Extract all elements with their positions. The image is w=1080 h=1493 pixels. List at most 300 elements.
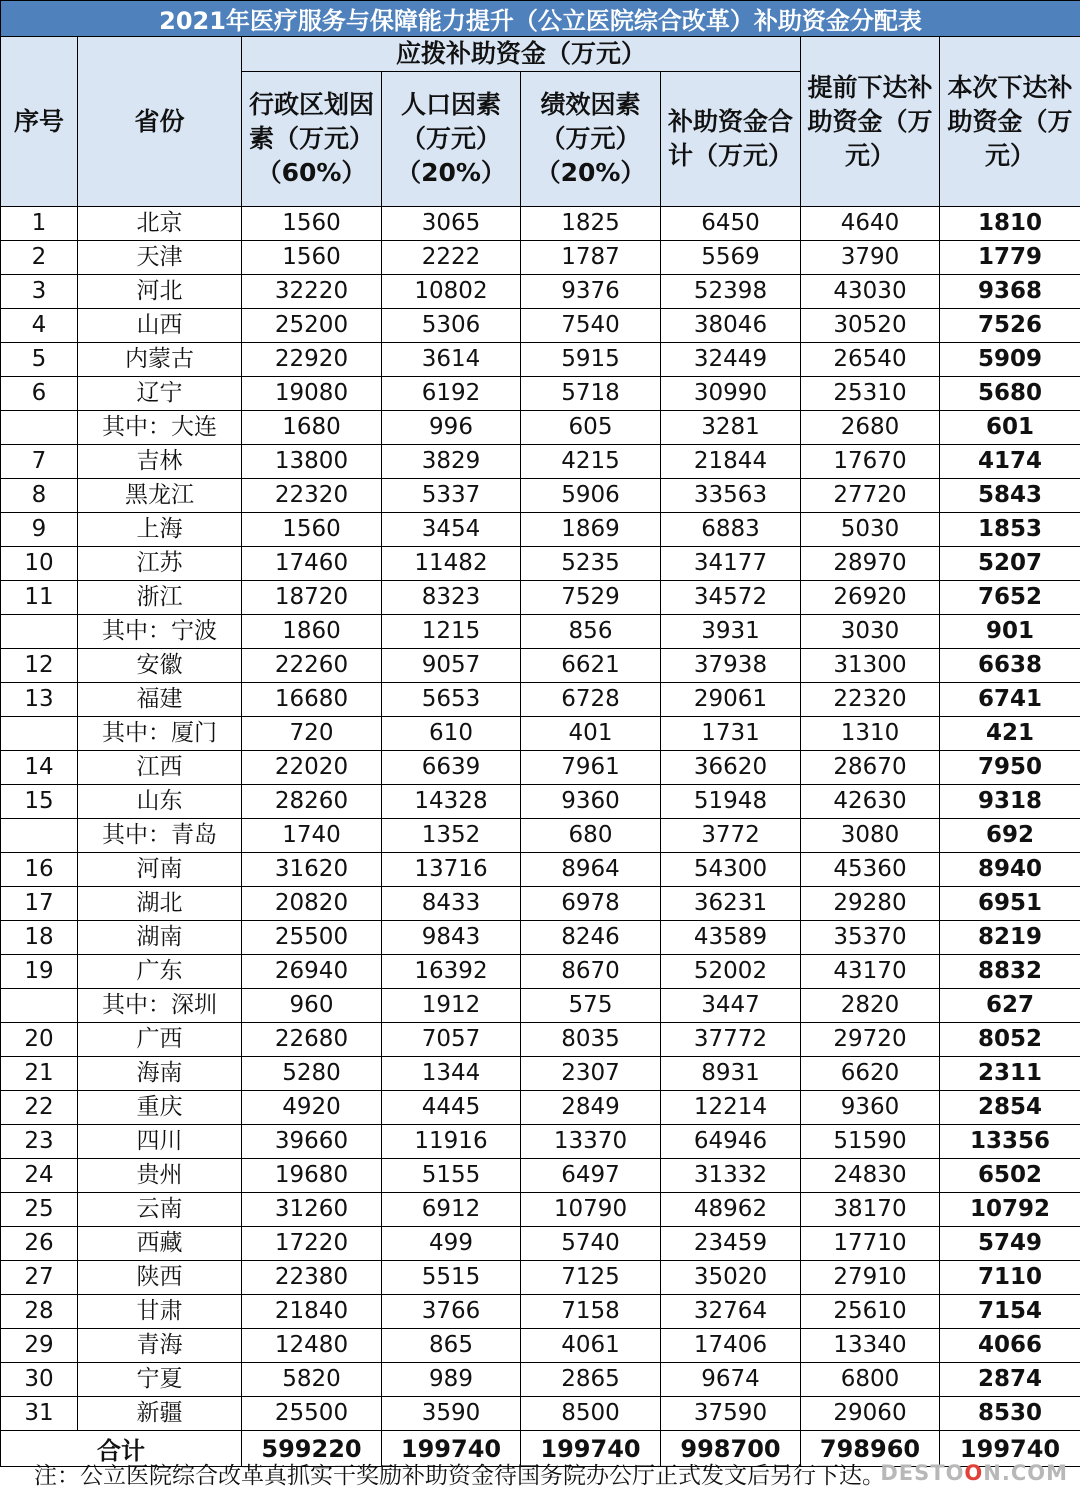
cell-admin: 32220 <box>242 275 382 309</box>
cell-subtotal: 30990 <box>661 377 801 411</box>
cell-population: 3829 <box>382 445 521 479</box>
cell-current: 5843 <box>940 479 1080 513</box>
cell-current: 8052 <box>940 1023 1080 1057</box>
cell-performance: 4061 <box>521 1329 661 1363</box>
total-current: 199740 <box>940 1431 1080 1467</box>
cell-performance: 6621 <box>521 649 661 683</box>
cell-population: 11482 <box>382 547 521 581</box>
table-row <box>1 717 1080 751</box>
cell-population: 3766 <box>382 1295 521 1329</box>
table-row <box>1 785 1080 819</box>
table-row <box>1 615 1080 649</box>
cell-seq: 11 <box>1 581 78 615</box>
cell-population: 1912 <box>382 989 521 1023</box>
cell-performance: 9360 <box>521 785 661 819</box>
cell-province: 甘肃 <box>78 1295 242 1329</box>
table-row <box>1 343 1080 377</box>
cell-seq: 24 <box>1 1159 78 1193</box>
cell-seq <box>1 615 78 649</box>
cell-admin: 17460 <box>242 547 382 581</box>
table-row <box>1 955 1080 989</box>
cell-advance: 42630 <box>801 785 940 819</box>
table-row <box>1 513 1080 547</box>
cell-subtotal: 5569 <box>661 241 801 275</box>
cell-seq: 4 <box>1 309 78 343</box>
cell-province: 上海 <box>78 513 242 547</box>
cell-admin: 1680 <box>242 411 382 445</box>
cell-subtotal: 21844 <box>661 445 801 479</box>
total-label: 合计 <box>1 1431 242 1467</box>
table-row <box>1 1295 1080 1329</box>
cell-current: 1779 <box>940 241 1080 275</box>
cell-current: 8832 <box>940 955 1080 989</box>
cell-current: 8530 <box>940 1397 1080 1431</box>
cell-seq: 27 <box>1 1261 78 1295</box>
cell-population: 865 <box>382 1329 521 1363</box>
cell-advance: 3030 <box>801 615 940 649</box>
cell-admin: 31620 <box>242 853 382 887</box>
cell-seq: 10 <box>1 547 78 581</box>
cell-advance: 9360 <box>801 1091 940 1125</box>
table-row <box>1 1363 1080 1397</box>
cell-performance: 2849 <box>521 1091 661 1125</box>
cell-advance: 31300 <box>801 649 940 683</box>
cell-seq <box>1 717 78 751</box>
cell-population: 8433 <box>382 887 521 921</box>
cell-population: 1344 <box>382 1057 521 1091</box>
cell-province: 其中：深圳 <box>78 989 242 1023</box>
cell-current: 6951 <box>940 887 1080 921</box>
cell-population: 989 <box>382 1363 521 1397</box>
cell-population: 6912 <box>382 1193 521 1227</box>
cell-population: 3590 <box>382 1397 521 1431</box>
cell-advance: 25310 <box>801 377 940 411</box>
cell-admin: 12480 <box>242 1329 382 1363</box>
cell-performance: 401 <box>521 717 661 751</box>
cell-population: 5337 <box>382 479 521 513</box>
cell-admin: 25500 <box>242 921 382 955</box>
cell-advance: 28970 <box>801 547 940 581</box>
cell-performance: 1825 <box>521 207 661 241</box>
cell-population: 5515 <box>382 1261 521 1295</box>
cell-performance: 10790 <box>521 1193 661 1227</box>
total-performance: 199740 <box>521 1431 661 1467</box>
cell-performance: 1787 <box>521 241 661 275</box>
cell-advance: 30520 <box>801 309 940 343</box>
cell-seq: 16 <box>1 853 78 887</box>
table-row <box>1 1125 1080 1159</box>
cell-performance: 7125 <box>521 1261 661 1295</box>
cell-province: 西藏 <box>78 1227 242 1261</box>
cell-admin: 1560 <box>242 207 382 241</box>
cell-current: 5909 <box>940 343 1080 377</box>
cell-current: 1853 <box>940 513 1080 547</box>
cell-subtotal: 3931 <box>661 615 801 649</box>
cell-performance: 5235 <box>521 547 661 581</box>
cell-performance: 6497 <box>521 1159 661 1193</box>
cell-population: 4445 <box>382 1091 521 1125</box>
cell-seq: 2 <box>1 241 78 275</box>
cell-current: 8219 <box>940 921 1080 955</box>
cell-performance: 9376 <box>521 275 661 309</box>
table-row <box>1 445 1080 479</box>
cell-admin: 16680 <box>242 683 382 717</box>
table-row <box>1 309 1080 343</box>
cell-subtotal: 52002 <box>661 955 801 989</box>
header-advance: 提前下达补助资金（万元） <box>801 37 940 207</box>
cell-population: 1352 <box>382 819 521 853</box>
cell-subtotal: 3447 <box>661 989 801 1023</box>
cell-performance: 5740 <box>521 1227 661 1261</box>
cell-current: 6741 <box>940 683 1080 717</box>
cell-current: 1810 <box>940 207 1080 241</box>
table-row <box>1 1159 1080 1193</box>
cell-advance: 29280 <box>801 887 940 921</box>
cell-subtotal: 51948 <box>661 785 801 819</box>
cell-advance: 13340 <box>801 1329 940 1363</box>
cell-province: 山西 <box>78 309 242 343</box>
table-row <box>1 411 1080 445</box>
table-row <box>1 275 1080 309</box>
cell-population: 8323 <box>382 581 521 615</box>
cell-population: 9057 <box>382 649 521 683</box>
cell-advance: 27720 <box>801 479 940 513</box>
cell-subtotal: 31332 <box>661 1159 801 1193</box>
header-current: 本次下达补助资金（万元） <box>940 37 1080 207</box>
cell-seq: 3 <box>1 275 78 309</box>
cell-seq: 7 <box>1 445 78 479</box>
cell-subtotal: 54300 <box>661 853 801 887</box>
cell-admin: 25200 <box>242 309 382 343</box>
table-row <box>1 207 1080 241</box>
cell-current: 627 <box>940 989 1080 1023</box>
cell-subtotal: 52398 <box>661 275 801 309</box>
header-performance-factor: 绩效因素（万元）（20%） <box>521 72 661 207</box>
cell-seq: 15 <box>1 785 78 819</box>
cell-performance: 8035 <box>521 1023 661 1057</box>
cell-subtotal: 38046 <box>661 309 801 343</box>
cell-advance: 35370 <box>801 921 940 955</box>
cell-performance: 856 <box>521 615 661 649</box>
cell-province: 陕西 <box>78 1261 242 1295</box>
cell-performance: 8964 <box>521 853 661 887</box>
cell-population: 6192 <box>382 377 521 411</box>
table-row <box>1 1193 1080 1227</box>
cell-current: 13356 <box>940 1125 1080 1159</box>
cell-province: 吉林 <box>78 445 242 479</box>
cell-admin: 25500 <box>242 1397 382 1431</box>
cell-performance: 7529 <box>521 581 661 615</box>
cell-admin: 5820 <box>242 1363 382 1397</box>
cell-admin: 17220 <box>242 1227 382 1261</box>
cell-performance: 8500 <box>521 1397 661 1431</box>
cell-seq: 5 <box>1 343 78 377</box>
cell-seq: 20 <box>1 1023 78 1057</box>
cell-subtotal: 37772 <box>661 1023 801 1057</box>
table-row <box>1 547 1080 581</box>
cell-performance: 605 <box>521 411 661 445</box>
cell-subtotal: 43589 <box>661 921 801 955</box>
cell-subtotal: 8931 <box>661 1057 801 1091</box>
table-row <box>1 921 1080 955</box>
cell-advance: 3080 <box>801 819 940 853</box>
cell-admin: 26940 <box>242 955 382 989</box>
cell-population: 499 <box>382 1227 521 1261</box>
cell-admin: 22020 <box>242 751 382 785</box>
cell-subtotal: 35020 <box>661 1261 801 1295</box>
cell-advance: 43030 <box>801 275 940 309</box>
cell-seq: 29 <box>1 1329 78 1363</box>
cell-population: 9843 <box>382 921 521 955</box>
cell-current: 601 <box>940 411 1080 445</box>
cell-advance: 28670 <box>801 751 940 785</box>
cell-advance: 17670 <box>801 445 940 479</box>
cell-subtotal: 6883 <box>661 513 801 547</box>
cell-admin: 1860 <box>242 615 382 649</box>
cell-province: 其中：宁波 <box>78 615 242 649</box>
cell-population: 5155 <box>382 1159 521 1193</box>
cell-advance: 26540 <box>801 343 940 377</box>
cell-population: 14328 <box>382 785 521 819</box>
cell-province: 浙江 <box>78 581 242 615</box>
cell-seq: 23 <box>1 1125 78 1159</box>
cell-population: 11916 <box>382 1125 521 1159</box>
cell-seq: 31 <box>1 1397 78 1431</box>
cell-advance: 17710 <box>801 1227 940 1261</box>
cell-admin: 22260 <box>242 649 382 683</box>
cell-province: 其中：厦门 <box>78 717 242 751</box>
cell-province: 辽宁 <box>78 377 242 411</box>
cell-admin: 1560 <box>242 241 382 275</box>
total-subtotal: 998700 <box>661 1431 801 1467</box>
cell-current: 7950 <box>940 751 1080 785</box>
cell-seq: 17 <box>1 887 78 921</box>
cell-current: 5207 <box>940 547 1080 581</box>
watermark-logo: DESTOON.COM <box>880 1461 1068 1485</box>
total-admin: 599220 <box>242 1431 382 1467</box>
table-row <box>1 377 1080 411</box>
cell-province: 福建 <box>78 683 242 717</box>
table-row <box>1 1023 1080 1057</box>
cell-seq: 19 <box>1 955 78 989</box>
cell-seq: 22 <box>1 1091 78 1125</box>
cell-performance: 2307 <box>521 1057 661 1091</box>
cell-admin: 28260 <box>242 785 382 819</box>
cell-current: 421 <box>940 717 1080 751</box>
cell-subtotal: 23459 <box>661 1227 801 1261</box>
cell-subtotal: 17406 <box>661 1329 801 1363</box>
cell-population: 3454 <box>382 513 521 547</box>
cell-seq: 13 <box>1 683 78 717</box>
cell-current: 7110 <box>940 1261 1080 1295</box>
cell-advance: 27910 <box>801 1261 940 1295</box>
cell-performance: 6978 <box>521 887 661 921</box>
cell-population: 610 <box>382 717 521 751</box>
cell-seq: 8 <box>1 479 78 513</box>
table-row <box>1 581 1080 615</box>
cell-performance: 5718 <box>521 377 661 411</box>
cell-current: 5680 <box>940 377 1080 411</box>
cell-seq: 9 <box>1 513 78 547</box>
cell-current: 2311 <box>940 1057 1080 1091</box>
cell-advance: 29060 <box>801 1397 940 1431</box>
cell-seq: 21 <box>1 1057 78 1091</box>
table-row <box>1 1091 1080 1125</box>
cell-seq: 28 <box>1 1295 78 1329</box>
table-row <box>1 241 1080 275</box>
cell-province: 江苏 <box>78 547 242 581</box>
cell-advance: 25610 <box>801 1295 940 1329</box>
cell-population: 10802 <box>382 275 521 309</box>
cell-advance: 6800 <box>801 1363 940 1397</box>
cell-advance: 2820 <box>801 989 940 1023</box>
cell-performance: 7961 <box>521 751 661 785</box>
cell-performance: 5906 <box>521 479 661 513</box>
cell-advance: 6620 <box>801 1057 940 1091</box>
cell-performance: 575 <box>521 989 661 1023</box>
footnote: 注：公立医院综合改革真抓实干奖励补助资金待国务院办公厅正式发文后另行下达。 <box>34 1463 885 1489</box>
cell-advance: 22320 <box>801 683 940 717</box>
cell-admin: 1740 <box>242 819 382 853</box>
total-advance: 798960 <box>801 1431 940 1467</box>
cell-advance: 5030 <box>801 513 940 547</box>
cell-subtotal: 64946 <box>661 1125 801 1159</box>
cell-admin: 18720 <box>242 581 382 615</box>
cell-advance: 26920 <box>801 581 940 615</box>
cell-population: 16392 <box>382 955 521 989</box>
cell-subtotal: 36231 <box>661 887 801 921</box>
cell-subtotal: 36620 <box>661 751 801 785</box>
cell-population: 7057 <box>382 1023 521 1057</box>
cell-advance: 1310 <box>801 717 940 751</box>
cell-subtotal: 34572 <box>661 581 801 615</box>
cell-seq: 6 <box>1 377 78 411</box>
cell-admin: 13800 <box>242 445 382 479</box>
cell-province: 云南 <box>78 1193 242 1227</box>
cell-seq: 18 <box>1 921 78 955</box>
cell-admin: 5280 <box>242 1057 382 1091</box>
header-seq: 序号 <box>1 37 78 207</box>
cell-subtotal: 9674 <box>661 1363 801 1397</box>
cell-current: 5749 <box>940 1227 1080 1261</box>
cell-province: 黑龙江 <box>78 479 242 513</box>
cell-province: 山东 <box>78 785 242 819</box>
cell-subtotal: 3281 <box>661 411 801 445</box>
cell-subtotal: 29061 <box>661 683 801 717</box>
cell-subtotal: 37938 <box>661 649 801 683</box>
table-row <box>1 887 1080 921</box>
table-row <box>1 819 1080 853</box>
cell-province: 北京 <box>78 207 242 241</box>
cell-current: 692 <box>940 819 1080 853</box>
table-title: 2021年医疗服务与保障能力提升（公立医院综合改革）补助资金分配表 <box>1 1 1080 37</box>
cell-population: 996 <box>382 411 521 445</box>
cell-performance: 5915 <box>521 343 661 377</box>
cell-subtotal: 6450 <box>661 207 801 241</box>
cell-current: 10792 <box>940 1193 1080 1227</box>
cell-current: 7652 <box>940 581 1080 615</box>
cell-admin: 22920 <box>242 343 382 377</box>
cell-admin: 720 <box>242 717 382 751</box>
cell-admin: 39660 <box>242 1125 382 1159</box>
cell-seq <box>1 819 78 853</box>
cell-advance: 24830 <box>801 1159 940 1193</box>
header-admin-factor: 行政区划因素（万元）（60%） <box>242 72 382 207</box>
table-row <box>1 649 1080 683</box>
cell-population: 2222 <box>382 241 521 275</box>
cell-population: 6639 <box>382 751 521 785</box>
cell-subtotal: 48962 <box>661 1193 801 1227</box>
cell-performance: 680 <box>521 819 661 853</box>
table-row <box>1 1057 1080 1091</box>
cell-province: 天津 <box>78 241 242 275</box>
cell-province: 新疆 <box>78 1397 242 1431</box>
cell-performance: 8246 <box>521 921 661 955</box>
table-row <box>1 1261 1080 1295</box>
header-population-factor: 人口因素（万元）（20%） <box>382 72 521 207</box>
cell-province: 贵州 <box>78 1159 242 1193</box>
cell-current: 901 <box>940 615 1080 649</box>
cell-subtotal: 12214 <box>661 1091 801 1125</box>
cell-seq: 26 <box>1 1227 78 1261</box>
cell-admin: 960 <box>242 989 382 1023</box>
cell-admin: 21840 <box>242 1295 382 1329</box>
cell-admin: 20820 <box>242 887 382 921</box>
cell-subtotal: 37590 <box>661 1397 801 1431</box>
header-group-allocated: 应拨补助资金（万元） <box>242 37 801 72</box>
cell-province: 河南 <box>78 853 242 887</box>
cell-performance: 6728 <box>521 683 661 717</box>
table-row <box>1 479 1080 513</box>
cell-province: 内蒙古 <box>78 343 242 377</box>
cell-subtotal: 32449 <box>661 343 801 377</box>
cell-performance: 13370 <box>521 1125 661 1159</box>
cell-subtotal: 32764 <box>661 1295 801 1329</box>
table-row <box>1 853 1080 887</box>
cell-province: 湖南 <box>78 921 242 955</box>
header-subtotal: 补助资金合计（万元） <box>661 72 801 207</box>
cell-population: 3614 <box>382 343 521 377</box>
cell-subtotal: 1731 <box>661 717 801 751</box>
cell-province: 其中：大连 <box>78 411 242 445</box>
cell-seq: 1 <box>1 207 78 241</box>
cell-performance: 7540 <box>521 309 661 343</box>
cell-seq: 30 <box>1 1363 78 1397</box>
cell-advance: 43170 <box>801 955 940 989</box>
cell-advance: 51590 <box>801 1125 940 1159</box>
cell-current: 2854 <box>940 1091 1080 1125</box>
cell-population: 5653 <box>382 683 521 717</box>
table-row <box>1 751 1080 785</box>
cell-admin: 1560 <box>242 513 382 547</box>
cell-current: 4066 <box>940 1329 1080 1363</box>
cell-performance: 2865 <box>521 1363 661 1397</box>
cell-province: 河北 <box>78 275 242 309</box>
cell-province: 海南 <box>78 1057 242 1091</box>
cell-advance: 29720 <box>801 1023 940 1057</box>
cell-province: 广东 <box>78 955 242 989</box>
cell-seq: 14 <box>1 751 78 785</box>
cell-current: 9368 <box>940 275 1080 309</box>
cell-admin: 4920 <box>242 1091 382 1125</box>
cell-province: 重庆 <box>78 1091 242 1125</box>
cell-current: 6502 <box>940 1159 1080 1193</box>
cell-province: 宁夏 <box>78 1363 242 1397</box>
cell-province: 江西 <box>78 751 242 785</box>
cell-admin: 31260 <box>242 1193 382 1227</box>
cell-province: 湖北 <box>78 887 242 921</box>
cell-advance: 45360 <box>801 853 940 887</box>
